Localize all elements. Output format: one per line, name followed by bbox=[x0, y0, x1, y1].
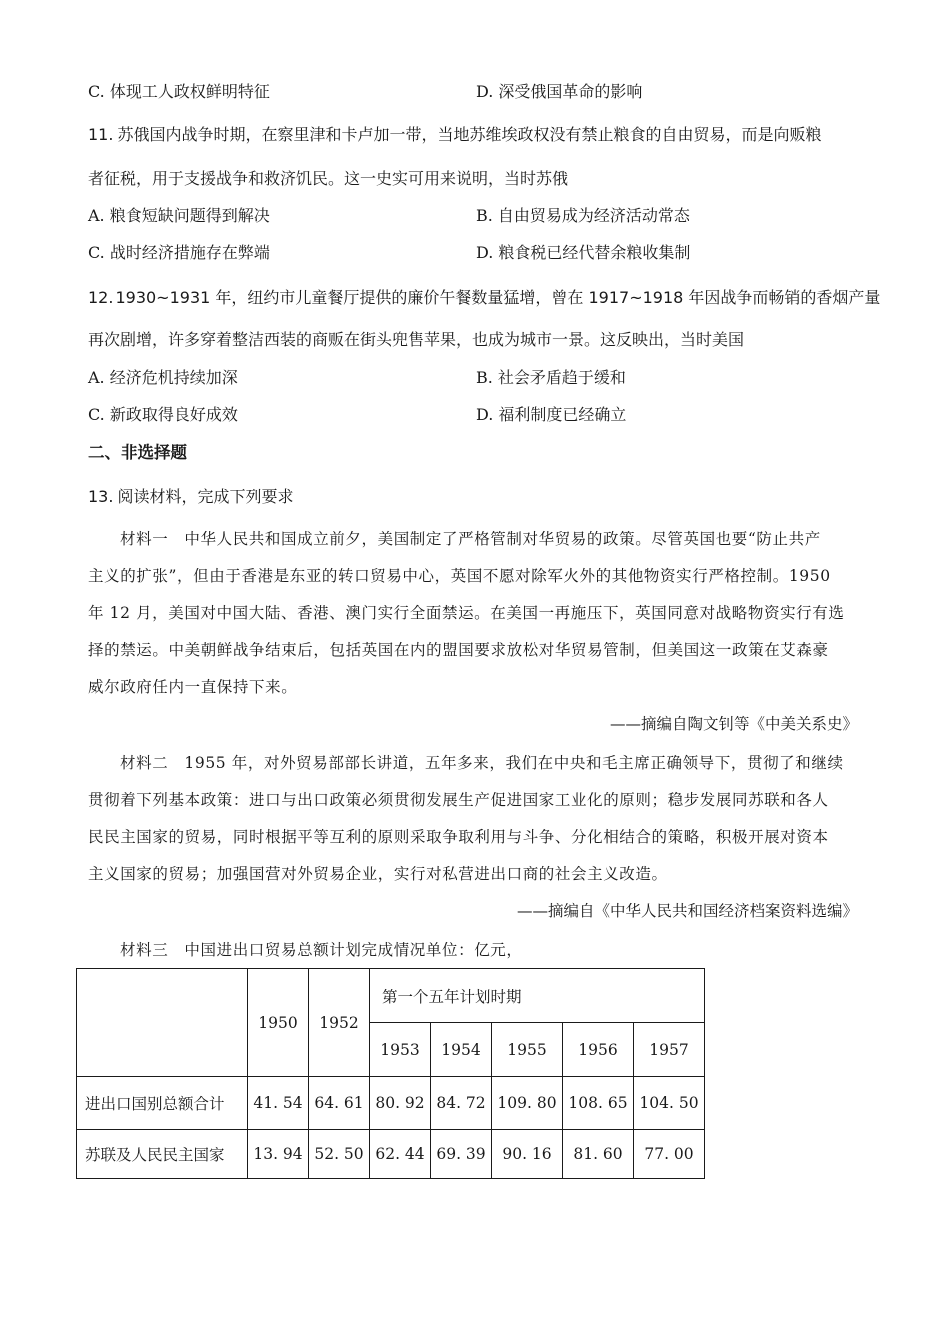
table-cell: 64. 61 bbox=[309, 1077, 370, 1130]
table-header-1950: 1950 bbox=[248, 969, 309, 1077]
q11-option-a: A. 粮食短缺问题得到解决 bbox=[88, 206, 270, 225]
table-header-group: 第一个五年计划时期 bbox=[370, 969, 705, 1023]
q11-option-d: D. 粮食税已经代替余粮收集制 bbox=[476, 243, 691, 262]
table-cell: 109. 80 bbox=[492, 1077, 563, 1130]
table-header-year: 1953 bbox=[370, 1023, 431, 1077]
q11-option-c: C. 战时经济措施存在弊端 bbox=[88, 243, 270, 262]
table-row bbox=[77, 1077, 705, 1130]
table-cell: 77. 00 bbox=[634, 1130, 705, 1179]
table-cell: 90. 16 bbox=[492, 1130, 563, 1179]
q13-number: 13. bbox=[88, 487, 114, 506]
table-header-year: 1954 bbox=[431, 1023, 492, 1077]
material-2-line-4: 主义国家的贸易；加强国营对外贸易企业，实行对私营进出口商的社会主义改造。 bbox=[88, 865, 668, 883]
q12-stem-line-2: 再次剧增，许多穿着整洁西装的商贩在街头兜售苹果，也成为城市一景。这反映出，当时美国 bbox=[88, 330, 745, 349]
q11-text-1: 苏俄国内战争时期，在察里津和卡卢加一带，当地苏维埃政权没有禁止粮食的自由贸易，而是向贩粮 bbox=[117, 125, 822, 144]
table-cell: 108. 65 bbox=[563, 1077, 634, 1130]
section-title: 二、非选择题 bbox=[88, 443, 187, 462]
table-header-year: 1956 bbox=[563, 1023, 634, 1077]
q12-option-c: C. 新政取得良好成效 bbox=[88, 405, 238, 424]
q10-option-c: C. 体现工人政权鲜明特征 bbox=[88, 82, 270, 101]
q12-text-1: 1930~1931 年，纽约市儿童餐厅提供的廉价午餐数量猛增，曾在 1917~1918 年因战争而畅销的香烟产量 bbox=[115, 288, 881, 307]
table-cell: 84. 72 bbox=[431, 1077, 492, 1130]
table-corner-cell bbox=[77, 969, 248, 1077]
q13-stem bbox=[88, 487, 293, 507]
table-header-1952: 1952 bbox=[309, 969, 370, 1077]
q11-option-b: B. 自由贸易成为经济活动常态 bbox=[476, 206, 690, 225]
q12-option-a: A. 经济危机持续加深 bbox=[88, 368, 238, 387]
q11-number: 11. bbox=[88, 125, 114, 144]
material-1-line-3: 年 12 月，美国对中国大陆、香港、澳门实行全面禁运。在美国一再施压下，英国同意对战略物资实行有选 bbox=[88, 604, 845, 622]
table-cell: 13. 94 bbox=[248, 1130, 309, 1179]
material-1-source: ——摘编自陶文钊等《中美关系史》 bbox=[609, 715, 858, 733]
table-header-year: 1955 bbox=[492, 1023, 563, 1077]
table-row-label: 苏联及人民民主国家 bbox=[77, 1130, 248, 1179]
material-1-line-1: 材料一 中华人民共和国成立前夕，美国制定了严格管制对华贸易的政策。尽管英国也要“防止共产 bbox=[120, 530, 821, 548]
q12-option-d: D. 福利制度已经确立 bbox=[476, 405, 627, 424]
material-1-line-2: 主义的扩张”，但由于香港是东亚的转口贸易中心，英国不愿对除军火外的其他物资实行严格控制。1950 bbox=[88, 567, 831, 585]
q10-option-d: D. 深受俄国革命的影响 bbox=[476, 82, 643, 101]
table-cell: 62. 44 bbox=[370, 1130, 431, 1179]
material-2-source: ——摘编自《中华人民共和国经济档案资料选编》 bbox=[516, 902, 858, 920]
table-header-row-1 bbox=[77, 969, 705, 1023]
table-row bbox=[77, 1130, 705, 1179]
q12-option-b: B. 社会矛盾趋于缓和 bbox=[476, 368, 626, 387]
table-header-year: 1957 bbox=[634, 1023, 705, 1077]
q12-stem-line-1 bbox=[88, 288, 880, 308]
material-2-line-3: 民民主国家的贸易，同时根据平等互利的原则采取争取利用与斗争、分化相结合的策略，积极开展对资本 bbox=[88, 828, 829, 846]
material-2-line-2: 贯彻着下列基本政策：进口与出口政策必须贯彻发展生产促进国家工业化的原则；稳步发展同苏联和各人 bbox=[88, 791, 829, 809]
material-3-title: 材料三 中国进出口贸易总额计划完成情况单位：亿元， bbox=[120, 941, 523, 959]
table-cell: 52. 50 bbox=[309, 1130, 370, 1179]
trade-table bbox=[76, 968, 705, 1179]
q11-stem-line-2: 者征税，用于支援战争和救济饥民。这一史实可用来说明，当时苏俄 bbox=[88, 169, 569, 188]
table-cell: 80. 92 bbox=[370, 1077, 431, 1130]
q13-prompt: 阅读材料，完成下列要求 bbox=[117, 487, 294, 506]
material-1-line-4: 择的禁运。中美朝鲜战争结束后，包括英国在内的盟国要求放松对华贸易管制，但美国这一政策在艾森豪 bbox=[88, 641, 829, 659]
q12-number: 12. bbox=[88, 288, 114, 307]
table-cell: 41. 54 bbox=[248, 1077, 309, 1130]
material-1-line-5: 威尔政府任内一直保持下来。 bbox=[88, 678, 298, 696]
table-row-label: 进出口国别总额合计 bbox=[77, 1077, 248, 1130]
table-cell: 69. 39 bbox=[431, 1130, 492, 1179]
table-cell: 104. 50 bbox=[634, 1077, 705, 1130]
material-2-line-1: 材料二 1955 年，对外贸易部部长讲道，五年多来，我们在中央和毛主席正确领导下，贯彻了和继续 bbox=[120, 754, 844, 772]
table-cell: 81. 60 bbox=[563, 1130, 634, 1179]
q11-stem-line-1 bbox=[88, 125, 821, 145]
